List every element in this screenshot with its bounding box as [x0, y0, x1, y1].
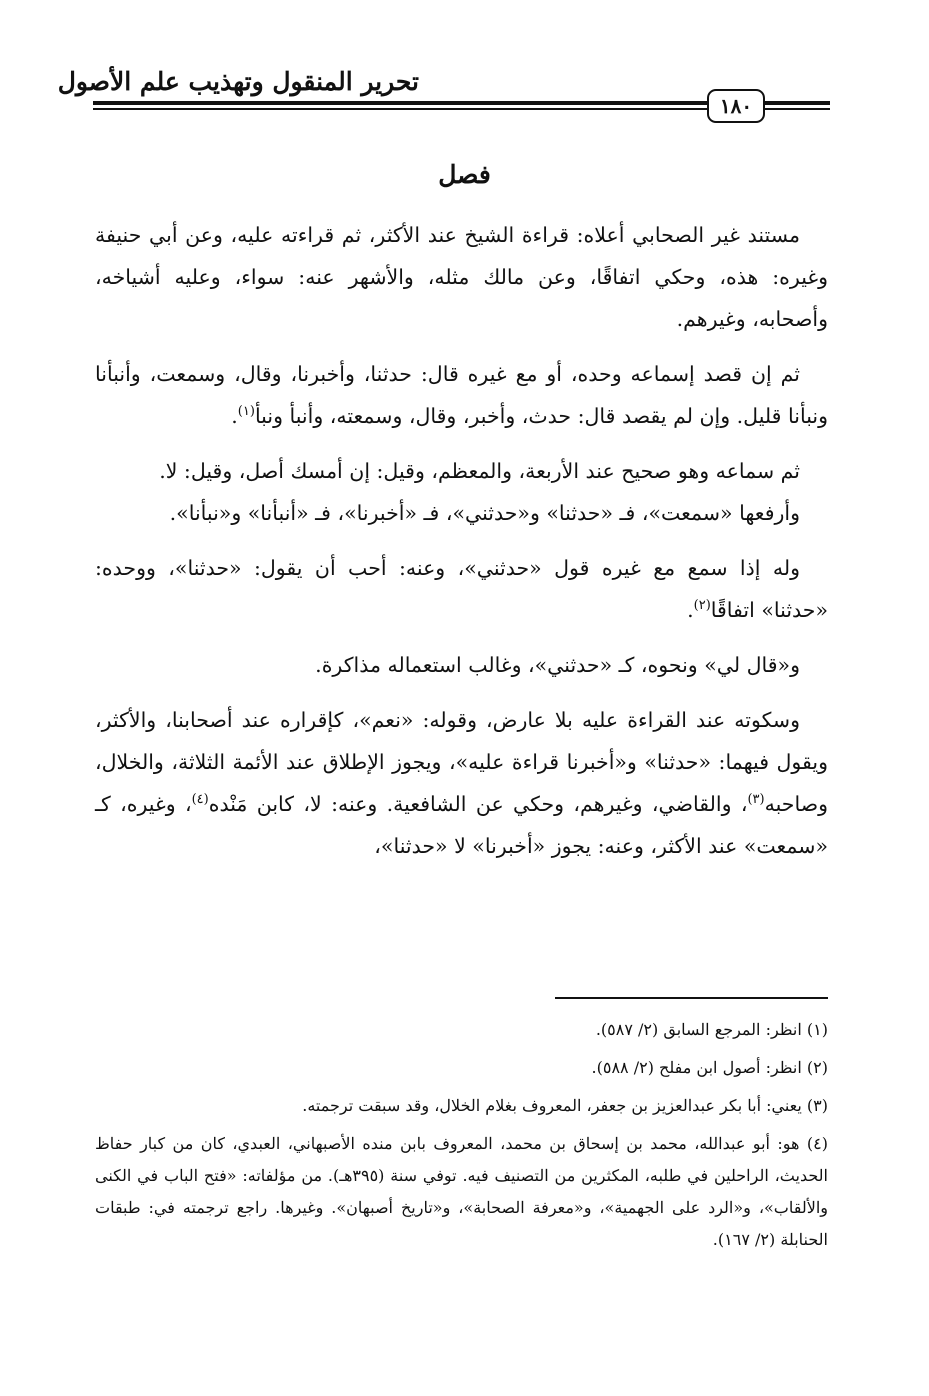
footnote-2: (٢) انظر: أصول ابن مفلح (٢/ ٥٨٨). — [591, 1058, 828, 1077]
main-text — [95, 214, 828, 880]
footnote-4: (٤) هو: أبو عبدالله، محمد بن إسحاق بن محمد، المعروف بابن منده الأصبهاني، العبدي، كان من كبار حفاظ الحديث، الراحلين في طلبه، المكثرين من التصنيف فيه. توفي سنة (٣٩٥هـ). من مؤلفاته: «فتح الباب في الكنى والألقاب»، و«الرد على الجهمية»، و«معرفة الصحابة»، و«تاريخ أصبهان». وغيرها. راجع ترجمته في: طبقات الحنابلة (٢/ ١٦٧). — [95, 1134, 828, 1249]
paragraph-7 — [95, 699, 828, 867]
paragraph-7-part-a: وسكوته عند القراءة عليه بلا عارض، وقوله: «نعم»، كإقراره عند أصحابنا، والأكثر، ويقول فيهما: «حدثنا» و«أخبرنا قراءة عليه»، ويجوز الإطلاق عند الأئمة الثلاثة، والخلال، وصاحبه — [95, 708, 829, 816]
paragraph-6: و«قال لي» ونحوه، كـ «حدثني»، وغالب استعماله مذاكرة. — [315, 653, 800, 677]
running-title: تحرير المنقول وتهذيب علم الأصول — [57, 67, 419, 96]
page-number: ١٨٠ — [707, 89, 765, 123]
paragraph-5-text: وله إذا سمع مع غيره قول «حدثني»، وعنه: أحب أن يقول: «حدثنا»، ووحده: «حدثنا» اتفاقًا — [95, 556, 828, 622]
paragraph-3: ثم سماعه وهو صحيح عند الأربعة، والمعظم، وقيل: إن أمسك أصل، وقيل: لا. — [159, 459, 800, 483]
footnotes — [95, 1014, 828, 1262]
paragraph-2 — [95, 353, 828, 437]
footnote-separator — [555, 997, 828, 999]
footnote-ref-3[interactable]: (٣) — [747, 792, 765, 808]
paragraph-1: مستند غير الصحابي أعلاه: قراءة الشيخ عند الأكثر، ثم قراءته عليه، وعن أبي حنيفة وغيره: هذه، وحكي اتفاقًا، وعن مالك مثله، والأشهر عنه: سواء، وعليه أشياخه، وأصحابه، وغيرهم. — [95, 223, 828, 331]
footnote-ref-4[interactable]: (٤) — [191, 792, 209, 808]
paragraph-7-part-b: ، والقاضي، وغيرهم، وحكي عن الشافعية. وعنه: لا، كابن مَنْده — [208, 792, 748, 816]
paragraph-5 — [95, 547, 828, 631]
footnote-1: (١) انظر: المرجع السابق (٢/ ٥٨٧). — [595, 1020, 828, 1039]
paragraph-7-part-c: ، وغيره، كـ «سمعت» عند الأكثر، وعنه: يجوز «أخبرنا» لا «حدثنا»، — [95, 792, 828, 858]
paragraph-5-end: . — [687, 598, 694, 622]
paragraph-4: وأرفعها «سمعت»، فـ «حدثنا» و«حدثني»، فـ «أخبرنا»، فـ «أنبأنا» و«نبأنا». — [169, 501, 800, 525]
paragraph-2-text: ثم إن قصد إسماعه وحده، أو مع غيره قال: حدثنا، وأخبرنا، وقال، وسمعت، وأنبأنا ونبأنا قليل. وإن لم يقصد قال: حدث، وأخبر، وقال، وسمعته، وأنبأ ونبأ — [95, 362, 828, 428]
paragraph-2-end: . — [231, 404, 238, 428]
footnote-ref-2[interactable]: (٢) — [693, 598, 711, 614]
footnote-ref-1[interactable]: (١) — [237, 404, 255, 420]
footnote-3: (٣) يعني: أبا بكر عبدالعزيز بن جعفر، المعروف بغلام الخلال، وقد سبقت ترجمته. — [302, 1096, 828, 1115]
section-heading: فصل — [438, 160, 491, 189]
